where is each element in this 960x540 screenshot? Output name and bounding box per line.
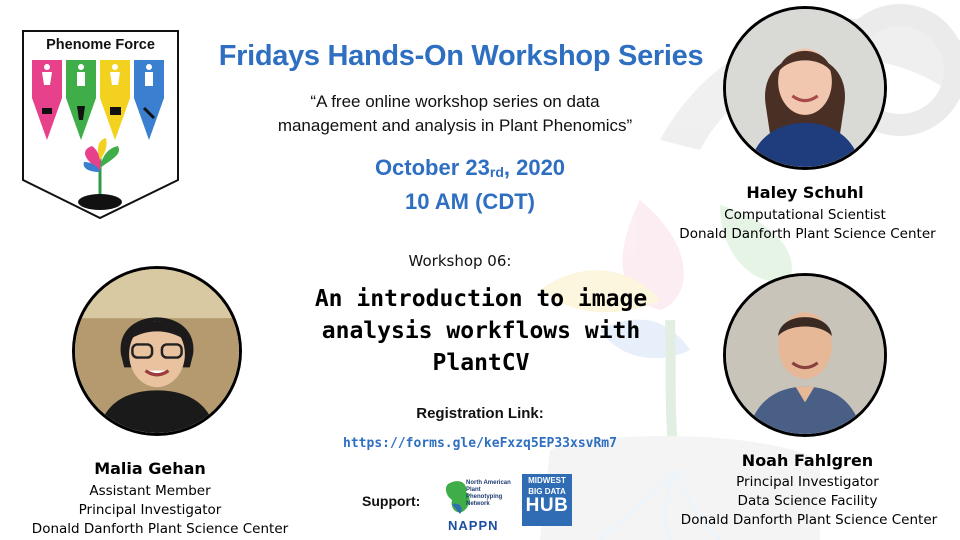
midwest-big-data-hub-logo bbox=[522, 474, 572, 526]
person-photo-icon bbox=[75, 269, 239, 433]
event-date-year: , 2020 bbox=[503, 155, 566, 180]
speaker-role-malia: Assistant Member bbox=[89, 483, 211, 499]
workshop-number: Workshop 06: bbox=[408, 252, 512, 270]
tagline-line-2: management and analysis in Plant Phenomics” bbox=[277, 116, 633, 135]
event-date-suffix: rd bbox=[489, 164, 504, 180]
hub-line-3: HUB bbox=[525, 495, 569, 516]
person-photo-icon bbox=[726, 276, 884, 434]
workshop-title bbox=[296, 283, 666, 379]
speaker-org-haley: Donald Danforth Plant Science Center bbox=[679, 226, 936, 242]
page-title: Fridays Hands-On Workshop Series bbox=[218, 40, 704, 72]
speaker-org-noah: Donald Danforth Plant Science Center bbox=[680, 512, 938, 528]
speaker-name-haley: Haley Schuhl bbox=[746, 183, 864, 202]
event-time: 10 AM (CDT) bbox=[405, 189, 535, 214]
napn-wordmark: NAPPN bbox=[448, 518, 499, 533]
event-date bbox=[300, 155, 640, 181]
support-label: Support: bbox=[362, 493, 421, 509]
registration-link[interactable]: https://forms.gle/keFxzq5EP33xsvRm7 bbox=[343, 436, 617, 451]
phenome-force-logo bbox=[22, 30, 179, 219]
workshop-title-line-3: PlantCV bbox=[432, 350, 530, 376]
speaker-role-noah: Principal Investigator bbox=[736, 474, 879, 490]
registration-label: Registration Link: bbox=[416, 405, 544, 422]
speaker-name-malia: Malia Gehan bbox=[94, 459, 206, 478]
event-date-main: October 23 bbox=[374, 155, 490, 180]
logo-shield-graphic bbox=[22, 30, 179, 219]
tagline-line-1: “A free online workshop series on data bbox=[310, 92, 600, 111]
avatar-haley-schuhl bbox=[723, 6, 887, 170]
logo-title: Phenome Force bbox=[46, 37, 155, 53]
speaker-role-haley: Computational Scientist bbox=[724, 207, 886, 223]
napn-logo bbox=[444, 474, 518, 534]
avatar-noah-fahlgren bbox=[723, 273, 887, 437]
hub-line-1: MIDWEST bbox=[528, 476, 566, 485]
person-photo-icon bbox=[726, 9, 884, 167]
avatar-malia-gehan bbox=[72, 266, 242, 436]
speaker-name-noah: Noah Fahlgren bbox=[741, 451, 874, 470]
hub-line-2: BIG DATA bbox=[528, 487, 566, 496]
tagline bbox=[240, 90, 670, 138]
workshop-title-line-1: An introduction to image bbox=[314, 286, 648, 312]
speaker-role2-noah: Data Science Facility bbox=[737, 493, 878, 509]
workshop-title-line-2: analysis workflows with bbox=[321, 318, 641, 344]
speaker-org-malia: Donald Danforth Plant Science Center bbox=[31, 521, 289, 537]
napn-text: North American Plant Phenotyping Network bbox=[466, 480, 511, 507]
speaker-role2-malia: Principal Investigator bbox=[78, 502, 222, 518]
